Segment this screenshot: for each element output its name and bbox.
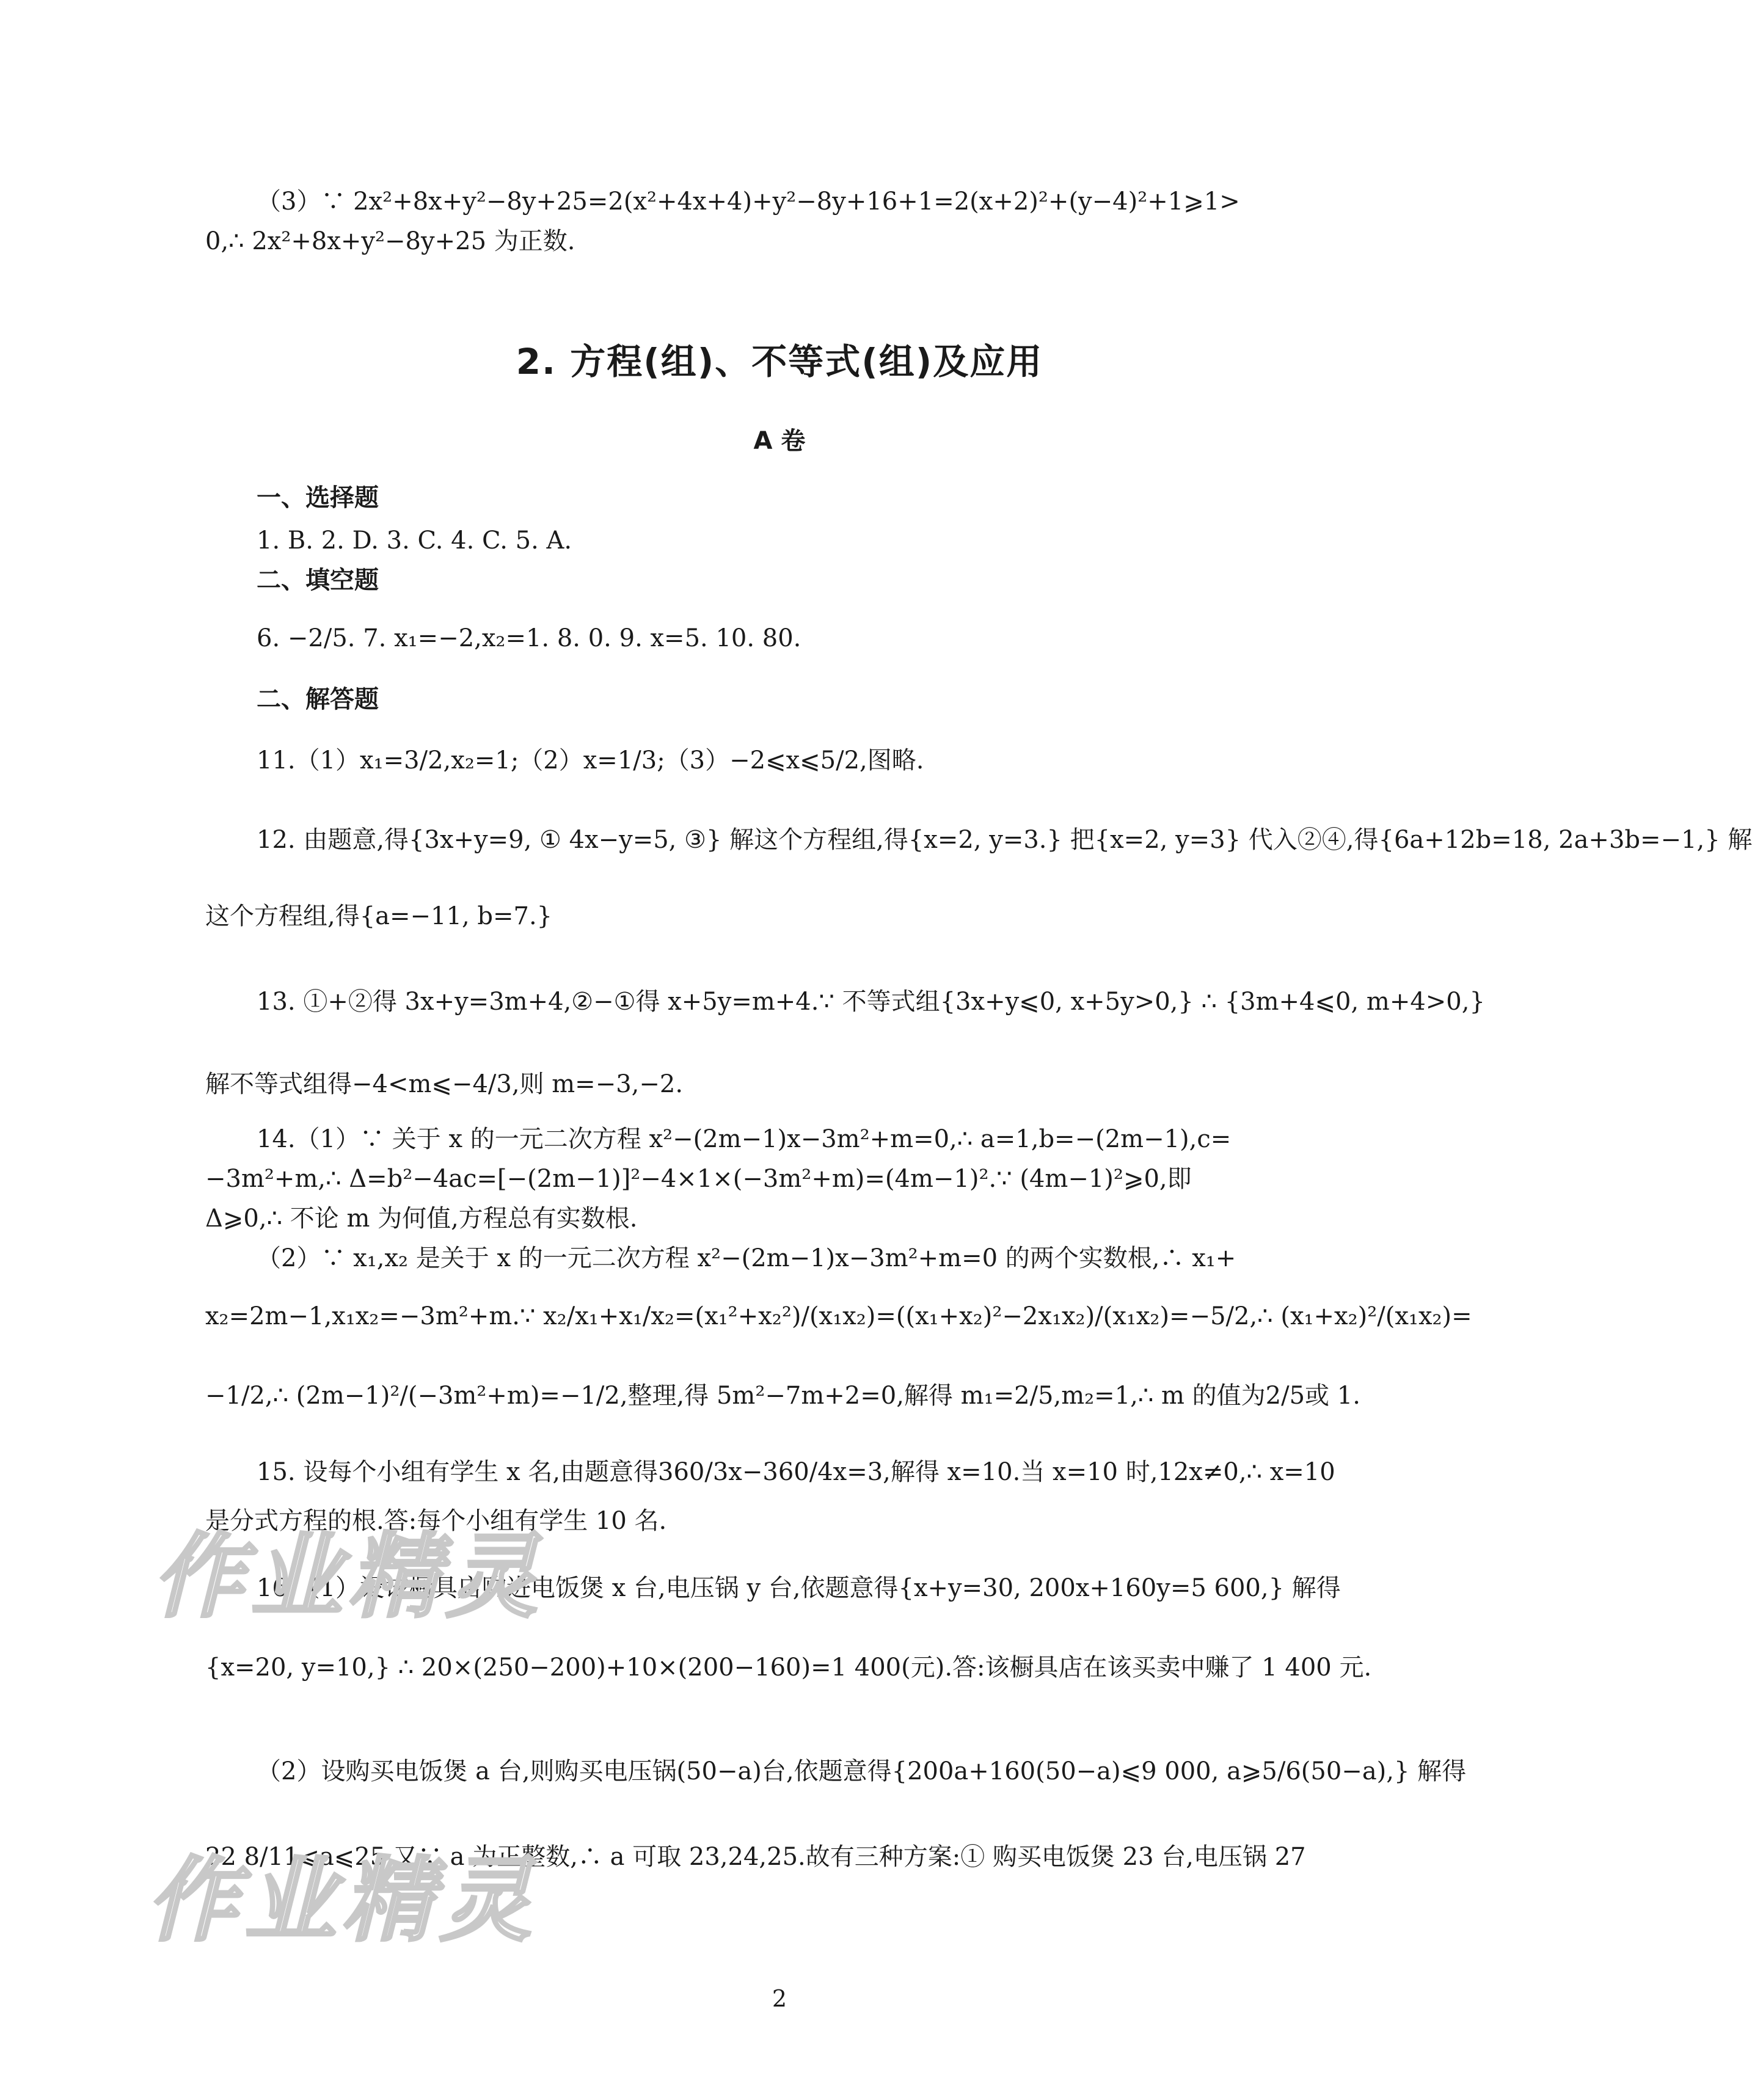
watermark-2: 作业精灵: [147, 1848, 538, 1954]
section-answer: 二、解答题: [257, 685, 379, 713]
section-fill: 二、填空题: [257, 566, 379, 594]
line-12: （2）∵ x₁,x₂ 是关于 x 的一元二次方程 x²−(2m−1)x−3m²+m=0 的两个实数根,∴ x₁+: [257, 1244, 1236, 1272]
line-14: −1/2,∴ (2m−1)²/(−3m²+m)=−1/2,整理,得 5m²−7m+2=0,解得 m₁=2/5,m₂=1,∴ m 的值为2/5或 1.: [205, 1382, 1360, 1410]
line-0: （3）∵ 2x²+8x+y²−8y+25=2(x²+4x+4)+y²−8y+16+1=2(x+2)²+(y−4)²+1⩾1>: [257, 188, 1240, 216]
chapter-title: 2. 方程(组)、不等式(组)及应用: [516, 341, 1043, 382]
volume-subtitle: A 卷: [753, 427, 806, 455]
line-7: 13. ①+②得 3x+y=3m+4,②−①得 x+5y=m+4.∵ 不等式组{3x+y⩽0, x+5y>0,} ∴ {3m+4⩽0, m+4>0,}: [257, 988, 1485, 1016]
section-choice: 一、选择题: [257, 484, 379, 512]
line-15: 15. 设每个小组有学生 x 名,由题意得360/3x−360/4x=3,解得 x=10.当 x=10 时,12x≠0,∴ x=10: [257, 1458, 1335, 1486]
line-8: 解不等式组得−4<m⩽−4/3,则 m=−3,−2.: [205, 1070, 684, 1098]
line-19: （2）设购买电饭煲 a 台,则购买电压锅(50−a)台,依题意得{200a+160(50−a)⩽9 000, a⩾5/6(50−a),} 解得: [257, 1757, 1467, 1785]
line-20: 22 8/11⩽a⩽25.又∵ a 为正整数,∴ a 可取 23,24,25.故有三种方案:① 购买电饭煲 23 台,电压锅 27: [205, 1843, 1306, 1871]
line-9: 14.（1）∵ 关于 x 的一元二次方程 x²−(2m−1)x−3m²+m=0,∴ a=1,b=−(2m−1),c=: [257, 1125, 1232, 1153]
line-4: 11.（1）x₁=3/2,x₂=1;（2）x=1/3;（3）−2⩽x⩽5/2,图略.: [257, 746, 924, 775]
line-18: {x=20, y=10,} ∴ 20×(250−200)+10×(200−160)=1 400(元).答:该橱具店在该买卖中赚了 1 400 元.: [205, 1653, 1372, 1682]
line-16: 是分式方程的根.答:每个小组有学生 10 名.: [205, 1507, 667, 1535]
line-5: 12. 由题意,得{3x+y=9, ① 4x−y=5, ③} 解这个方程组,得{x=2, y=3.} 把{x=2, y=3} 代入②④,得{6a+12b=18, 2a+3b=−1,} 解: [257, 826, 1752, 854]
line-11: Δ⩾0,∴ 不论 m 为何值,方程总有实数根.: [205, 1205, 638, 1233]
line-3: 6. −2/5. 7. x₁=−2,x₂=1. 8. 0. 9. x=5. 10. 80.: [257, 624, 801, 652]
line-6: 这个方程组,得{a=−11, b=7.}: [205, 902, 553, 930]
watermark-1: 作业精灵: [153, 1524, 544, 1630]
line-2: 1. B. 2. D. 3. C. 4. C. 5. A.: [257, 527, 572, 555]
line-17: 16.（1）设该橱具店购进电饭煲 x 台,电压锅 y 台,依题意得{x+y=30, 200x+160y=5 600,} 解得: [257, 1574, 1341, 1602]
line-10: −3m²+m,∴ Δ=b²−4ac=[−(2m−1)]²−4×1×(−3m²+m)=(4m−1)².∵ (4m−1)²⩾0,即: [205, 1165, 1192, 1193]
page-number: 2: [772, 1985, 787, 2012]
line-1: 0,∴ 2x²+8x+y²−8y+25 为正数.: [205, 227, 575, 255]
line-13: x₂=2m−1,x₁x₂=−3m²+m.∵ x₂/x₁+x₁/x₂=(x₁²+x₂²)/(x₁x₂)=((x₁+x₂)²−2x₁x₂)/(x₁x₂)=−5/2,∴ (x₁+x₂)²/(x₁x₂)=: [205, 1302, 1472, 1330]
